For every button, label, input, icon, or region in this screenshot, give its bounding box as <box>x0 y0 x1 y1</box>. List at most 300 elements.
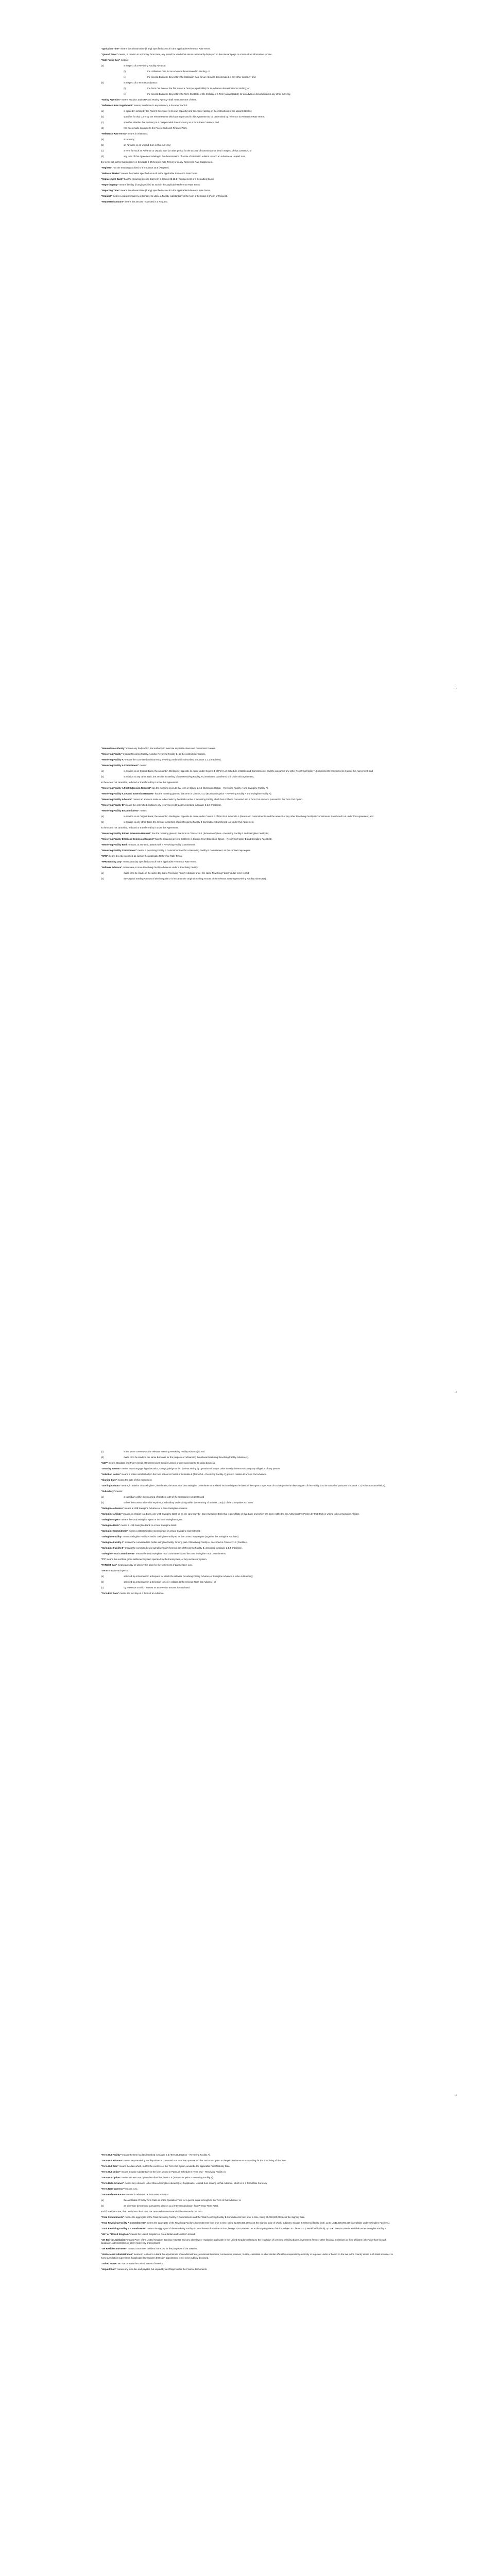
list-text: a subsidiary within the meaning of Section 1159 of the Companies Act 2006; and <box>124 1496 204 1498</box>
list-text: a Term for such an Advance or Unpaid Sum (or other period for the accrual of commission or fees in respect of that currency); or <box>124 149 252 152</box>
defined-term: “Reference Rate Supplement” <box>101 104 133 107</box>
definition-paragraph <box>101 1524 397 1527</box>
list-item <box>101 64 397 67</box>
definition-paragraph <box>101 2216 397 2219</box>
definition-text: means, in relation to a Bank, any US$ Swingline Bank or, as the case may be, Euro Swingline Bank that is an Affiliate of that Bank and which has been notified to the Administrative Parties by that Bank in writing to be a Swingline Affiliate. <box>123 1513 360 1515</box>
definition-text: means a request made by a Borrower to utilise a Facility, substantially in the form of Schedule 3 (Form of Request). <box>112 195 228 197</box>
list-item <box>101 1450 397 1453</box>
list-item <box>101 149 397 152</box>
defined-term: “Revolving Facility A Commitment” <box>101 764 139 767</box>
defined-term: “Revolving Facility A Second Extension Request” <box>101 792 155 795</box>
definition-text: and if, in either case, that rate is less than zero, the Term Reference Rate shall be deemed to be zero. <box>101 2210 203 2213</box>
definition-text: means the term out option described in Clause 2.5 (Term Out Option – Revolving Facility A). <box>121 2176 214 2179</box>
definition-text: means the US$ Swingline Agent or the Euro Swingline Agent. <box>121 1518 183 1521</box>
definition-text: means, in relation to a Swingline Commitment, the amount of that Swingline Commitment translated into Sterling on the basis of the Agent’s Spot Rate of Exchange on the date any part of the Facility is to be cancelled pursuant to Clause 7.1 (Voluntary cancellation). <box>121 1484 386 1487</box>
definition-paragraph <box>101 832 397 835</box>
list-label: (a) <box>101 2199 104 2201</box>
definition-text: means in relation to: <box>127 132 148 135</box>
defined-term: “RFR Banking Day” <box>101 860 123 863</box>
list-item <box>101 1575 397 1578</box>
defined-term: “Unpaid Sum” <box>101 2267 117 2270</box>
definition-paragraph <box>101 1592 397 1595</box>
definition-text: means Standard and Poor’s Credit Market Services Europe Limited or any successor to its rating business. <box>108 1462 216 1464</box>
definition-text: means the committed US Dollar swingline facility, forming part of Revolving Facility A, described in Clause 2.1.2 (Facilities). <box>124 1541 248 1544</box>
page-body <box>101 747 397 883</box>
definition-text: means any body which has authority to exercise any Write-down and Conversion Powers. <box>125 747 216 750</box>
definition-paragraph <box>101 2159 397 2162</box>
definition-paragraph <box>101 1467 397 1470</box>
list-item <box>101 110 397 113</box>
definition-text: means: <box>114 1490 123 1493</box>
list-label: (a) <box>101 1496 104 1498</box>
definition-paragraph <box>101 2176 397 2179</box>
list-text: specifies whether that currency is a Compounded Rate Currency or a Term Rate Currency; and <box>124 121 219 124</box>
definition-text: means Swingline Facility A and/or Swingline Facility B, as the context may require (together the Swingline Facilities). <box>122 1535 239 1538</box>
list-text: the Term Out Date or the first day of a Term (as applicable) for an Advance denominated in Sterling; or <box>147 87 250 90</box>
definition-paragraph <box>101 104 397 107</box>
definition-text: has the meaning given to that term in Clause 2.6.2 (Extension Option – Revolving Facility B and Swingline Facility B). <box>154 838 272 840</box>
defined-term: “Request” <box>101 195 112 197</box>
definition-text: to the extent not cancelled, reduced or transferred by it under this Agreement. <box>101 826 179 829</box>
defined-term: “Swingline Affiliate” <box>101 1513 123 1515</box>
definition-paragraph <box>101 787 397 790</box>
definition-text: means the United States of America. <box>126 2262 164 2265</box>
defined-term: “S&P” <box>101 1462 108 1464</box>
defined-term: “Security Interest” <box>101 1467 121 1470</box>
list-label: (b) <box>101 1581 104 1583</box>
definition-text: means the rate specified as such in the applicable Reference Rate Terms. <box>108 855 183 857</box>
list-label: (b) <box>101 144 104 146</box>
defined-term: “Relevant Market” <box>101 172 121 175</box>
defined-term: “Term Out Option” <box>101 2176 121 2179</box>
list-label: (i) <box>124 87 126 90</box>
definition-paragraph <box>101 866 397 869</box>
continuation-paragraph <box>101 161 397 164</box>
definition-paragraph <box>101 1479 397 1482</box>
definition-text: means: <box>139 809 147 812</box>
defined-term: “Requested Amount” <box>101 200 124 203</box>
defined-term: “Revolving Facility A First Extension Request” <box>101 787 151 789</box>
definition-paragraph <box>101 2154 397 2157</box>
definition-paragraph <box>101 792 397 795</box>
definition-text: means the date of this Agreement. <box>117 1479 152 1481</box>
definition-paragraph <box>101 838 397 841</box>
definition-paragraph <box>101 132 397 135</box>
list-label: (ii) <box>124 76 126 78</box>
definition-text: means any mortgage, hypothecation, charge, pledge or lien (unless arising by operation of law) or other security interest securing any obligation of any person. <box>121 1467 281 1470</box>
list-item <box>101 1456 397 1459</box>
list-text: the Utilisation Date for an Advance denominated in Sterling; or <box>147 70 210 73</box>
defined-term: “Revolving Facility Commitment” <box>101 849 137 852</box>
definition-text: means a Revolving Facility A Commitment and/or a Revolving Facility B Commitment, as the context may require. <box>136 849 251 852</box>
list-label: (b) <box>101 81 104 84</box>
definition-paragraph <box>101 2222 397 2225</box>
defined-term: “UK Bail-in Legislation” <box>101 2239 127 2241</box>
definition-paragraph <box>101 1484 397 1487</box>
definition-paragraph <box>101 1507 397 1510</box>
definition-text: to the extent not cancelled, reduced or transferred by it under this Agreement. <box>101 781 179 784</box>
definition-paragraph <box>101 2182 397 2185</box>
defined-term: “Total Revolving Facility B Commitments” <box>101 2227 146 2230</box>
list-item <box>101 770 397 773</box>
continuation-paragraph <box>101 826 397 829</box>
defined-term: “Undisclosed Administration” <box>101 2253 133 2256</box>
list-label: (c) <box>101 149 104 152</box>
defined-term: “Revolving Facility B First Extension Request” <box>101 832 151 835</box>
definition-paragraph <box>101 2227 397 2230</box>
defined-term: “Term Rate Advance” <box>101 2182 124 2184</box>
list-text: is agreed in writing by the Parent, the Agent (in its own capacity) and the Agent (acting on the instructions of the Majority Banks); <box>124 110 252 112</box>
definition-paragraph <box>101 178 397 181</box>
list-item <box>101 155 397 158</box>
list-text: selected by a Borrower in a Selection Notice in relation to the relevant Term Out Advance; or <box>124 1581 216 1583</box>
definition-text: means: <box>120 59 128 61</box>
defined-term: “United States” or “US” <box>101 2262 127 2265</box>
list-text: has been made available to the Parent and each Finance Party. <box>124 127 187 129</box>
list-text: the second Business Day before the Utilisation Date for an Advance denominated in any other currency; and <box>147 76 256 78</box>
list-text: made or to be made to the same Borrower for the purpose of refinancing the relevant maturing Revolving Facility Advance(s). <box>124 1456 249 1459</box>
page-number: 18 <box>454 1391 457 1393</box>
definition-text: means Part I of the United Kingdom Banking Act 2009 and any other law or regulation applicable in the United Kingdom relating to the resolution of unsound or failing banks, investment firms or other financial institutions or their affiliates (otherwise than through liquidation, administration or other insolvency proceedings). <box>101 2239 387 2245</box>
list-text: specifies for that currency the relevant terms which are expressed in this Agreement to be determined by reference to Reference Rate Terms; <box>124 115 265 118</box>
definition-text: has the meaning given to that term in Clause 25.12.1 (Replacement of a Defaulting Bank). <box>123 178 214 180</box>
list-item <box>101 775 397 778</box>
page-body <box>101 2154 397 2274</box>
sub-list-item <box>124 76 397 79</box>
list-label: (d) <box>101 1456 104 1459</box>
definition-text: means any Advance (other than a Swingline Advance) or, if applicable, Unpaid Sum relating to that Advance, which is in a Term Rate Currency. <box>124 2182 268 2184</box>
definition-paragraph <box>101 860 397 863</box>
defined-term: “Subsidiary” <box>101 1490 115 1493</box>
defined-term: “Signing Date” <box>101 1479 117 1481</box>
defined-term: “Swingline Bank” <box>101 1524 120 1527</box>
definition-text: means the aggregate of the Revolving Facility B Commitments from time to time, being £2,500,000,000 as at the Signing Date of which, subject to Clause 2.2 (Overall facility limit), up to €1,000,000,000 is available under Swingline Facility B. <box>146 2227 387 2230</box>
list-item <box>101 138 397 141</box>
list-text: an Advance or an Unpaid Sum in that currency; <box>124 144 172 146</box>
definition-text: means one or more Revolving Facility Advances under a Revolving Facility: <box>122 866 198 869</box>
page-number: 17 <box>454 687 457 690</box>
defined-term: “Swingline Facility A” <box>101 1541 125 1544</box>
definition-paragraph <box>101 2233 397 2236</box>
page-body <box>101 47 397 206</box>
list-label: (i) <box>124 70 126 73</box>
list-item <box>101 115 397 118</box>
document-page <box>0 1406 497 2110</box>
list-item <box>101 1501 397 1504</box>
defined-term: “Total Revolving Facility A Commitments” <box>101 2222 146 2224</box>
definition-text: means Revolving Facility A and/or Revolving Facility B, as the context may require. <box>122 753 206 755</box>
definition-paragraph <box>101 1541 397 1544</box>
definition-paragraph <box>101 849 397 852</box>
defined-term: “Term Out Facility” <box>101 2154 122 2156</box>
defined-term: “Swingline Total Commitments” <box>101 1552 135 1555</box>
definition-paragraph <box>101 804 397 807</box>
defined-term: “Rate Fixing Day” <box>101 59 121 61</box>
definition-text: means a US$ Swingline Advance or a Euro Swingline Advance. <box>124 1507 188 1510</box>
definition-paragraph <box>101 1530 397 1533</box>
definition-text: means, in relation to any currency, a document which: <box>133 104 188 107</box>
list-label: (a) <box>101 138 104 141</box>
defined-term: “UK Resident Borrower” <box>101 2247 128 2250</box>
definition-paragraph <box>101 2247 397 2250</box>
list-text: in relation to any other Bank, the amount in Sterling of any Revolving Facility A Commitment transferred to it under this Agreement, <box>124 775 254 778</box>
list-text: in relation to an Original Bank, the amount in Sterling set opposite its name under Column 3 of Part B of Schedule 1 (Banks and Commitments) and the amount of any other Revolving Facility B Commitments transferred to it under this Agreement; and <box>124 815 373 818</box>
definition-text: means a US$ Swingline Commitment or a Euro Swingline Commitment. <box>128 1530 201 1532</box>
definition-text: means the committed euro swingline facility forming part of Revolving Facility B, described in Clause 2.1.4 (Facilities). <box>124 1547 243 1549</box>
definition-text: has the meaning ascribed to it in Clause 25.8 (Register). <box>112 166 169 169</box>
page-number: 19 <box>454 2094 457 2096</box>
definition-paragraph <box>101 809 397 812</box>
list-item <box>101 2199 397 2202</box>
defined-term: “Replacement Bank” <box>101 178 124 180</box>
list-label: (b) <box>101 1501 104 1504</box>
definition-paragraph <box>101 1569 397 1572</box>
definition-paragraph <box>101 1535 397 1538</box>
definition-paragraph <box>101 1513 397 1516</box>
list-label: (ii) <box>124 93 126 95</box>
defined-term: “RFR” <box>101 855 108 857</box>
definition-text: has the meaning given to that term in Clause 2.4.2 (Extension Option – Revolving Facility A and Swingline Facility A). <box>154 792 272 795</box>
definition-paragraph <box>101 855 397 858</box>
definition-paragraph <box>101 47 397 50</box>
list-item <box>101 127 397 130</box>
definition-text: means the US$ Swingline Total Commitments and the Euro Swingline Total Commitments. <box>135 1552 227 1555</box>
definition-paragraph <box>101 1518 397 1521</box>
document-page <box>0 703 497 1406</box>
defined-term: “Term Out Date” <box>101 2165 119 2167</box>
defined-term: “Swingline Facility B” <box>101 1547 125 1549</box>
definition-paragraph <box>101 189 397 192</box>
defined-term: “Swingline Agent” <box>101 1518 121 1521</box>
definition-text: means a notice substantially in the form set out in Part B of Schedule 8 (Term Out – Revolving Facility A) given in relation to a Term Out Advance. <box>121 1473 267 1476</box>
definition-text: means the committed multicurrency revolving credit facility described in Clause 2.1.1 (Facilities). <box>124 758 221 761</box>
list-label: (a) <box>101 110 104 112</box>
page-body <box>101 1450 397 1598</box>
list-item <box>101 872 397 875</box>
definition-text: means the aggregate of the Revolving Facility A Commitments from time to time, being £2,500,000,000 as at the Signing Date of which, subject to Clause 2.2 (Overall facility limit), up to US$2,500,000,000 is available under Swingline Facility A). <box>146 2222 390 2224</box>
defined-term: “Term Rate Currency” <box>101 2188 125 2190</box>
defined-term: “Selection Notice” <box>101 1473 121 1476</box>
definition-text: means the real time gross settlement system operated by the Eurosystem, or any successor system. <box>106 1558 207 1561</box>
defined-term: “Reference Rate Terms” <box>101 132 127 135</box>
definition-text: means the aggregate of the Total Revolving Facility A Commitments and the Total Revolving Facility B Commitments from time to time, being £5,000,000,000 as at the Signing Date. <box>124 2216 305 2218</box>
definition-text: means the relevant time (if any) specified as such in the applicable Reference Rate Terms. <box>119 189 211 192</box>
definition-text: means the committed multicurrency revolving credit facility described in Clause 2.1.3 (Facilities). <box>125 804 222 806</box>
definition-text: means a US$ Swingline Bank or a Euro Swingline Bank. <box>119 1524 177 1527</box>
definition-paragraph <box>101 764 397 767</box>
defined-term: “Revolving Facility” <box>101 753 123 755</box>
defined-term: “Swingline Facility” <box>101 1535 123 1538</box>
definition-paragraph <box>101 747 397 750</box>
list-item <box>101 877 397 880</box>
definition-text: means in relation to a Bank the appointment of an administrator, provisional liquidator, conservator, receiver, trustee, custodian or other similar official by a supervisory authority or regulator under or based on the law in the country where such Bank is subject to home jurisdiction supervision if applicable law requires that such appointment is not to be publicly disclosed. <box>101 2253 393 2259</box>
defined-term: “Resolution Authority” <box>101 747 126 750</box>
list-label: (d) <box>101 127 104 129</box>
list-text: any term of this Agreement relating to the determination of a rate of interest in relation to such an Advance or Unpaid Sum, <box>124 155 246 158</box>
defined-term: “Rollover Advance” <box>101 866 123 869</box>
list-label: (d) <box>101 155 104 158</box>
list-label: (a) <box>101 1575 104 1578</box>
definition-text: means each period: <box>108 1569 129 1572</box>
definition-text: means Moody’s and S&P and “Rating Agency” shall mean any one of them. <box>121 98 197 101</box>
list-label: (c) <box>101 1450 104 1453</box>
definition-paragraph <box>101 2268 397 2271</box>
defined-term: “Register” <box>101 166 112 169</box>
defined-term: “Revolving Facility B” <box>101 804 125 806</box>
list-text: as otherwise determined pursuant to Clause 11.1 (Interest calculation if no Primary Term Rate), <box>124 2205 219 2207</box>
list-text: in respect of a Term Out Advance: <box>124 81 158 84</box>
list-text: by reference to which interest on an overdue amount is calculated. <box>124 1586 191 1589</box>
definition-paragraph <box>101 843 397 846</box>
definition-paragraph <box>101 753 397 756</box>
definition-paragraph <box>101 2239 397 2245</box>
definition-text: means in relation to a Term Rate Advance: <box>126 2193 169 2196</box>
definition-paragraph <box>101 183 397 187</box>
defined-term: “TARGET Day” <box>101 1564 117 1566</box>
defined-term: “Term End Date” <box>101 1592 119 1595</box>
list-text: the applicable Primary Term Rate as of the Quotation Time for a period equal in length to the Term of that Advance; or <box>124 2199 242 2201</box>
defined-term: “Sterling Amount” <box>101 1484 121 1487</box>
definition-paragraph <box>101 2188 397 2191</box>
list-label: (a) <box>101 770 104 772</box>
definition-paragraph <box>101 2193 397 2196</box>
defined-term: “Revolving Facility B Second Extension Request” <box>101 838 155 840</box>
list-label: (b) <box>101 821 104 823</box>
definition-paragraph <box>101 1473 397 1476</box>
definition-text: means the term facility described in Clause 2.5 (Term Out Option – Revolving Facility A). <box>121 2154 211 2156</box>
definition-text: means a Borrower resident in the UK for the purposes of UK taxation. <box>127 2247 198 2250</box>
list-text: in relation to an Original Bank, the amount in Sterling set opposite its name under Column 1 of Part A of Schedule 1 (Banks and Commitments) and the amount of any other Revolving Facility A Commitments transferred to it under this Agreement; and <box>124 770 373 772</box>
list-label: (c) <box>101 1586 104 1589</box>
list-label: (c) <box>101 121 104 124</box>
definition-text: means the day (if any) specified as such in the applicable Reference Rate Terms. <box>118 183 201 186</box>
defined-term: “Revolving Facility A” <box>101 758 125 761</box>
list-item <box>101 81 397 84</box>
definition-text: means, at any time, a Bank with a Revolving Facility Commitment. <box>128 843 196 846</box>
definition-text: means the last day of a Term of an Advance. <box>119 1592 164 1595</box>
definition-paragraph <box>101 59 397 62</box>
definition-text: means the United Kingdom of Great Britain and Northern Ireland. <box>129 2233 196 2235</box>
definition-paragraph <box>101 1547 397 1550</box>
defined-term: “UK” or “United Kingdom” <box>101 2233 130 2235</box>
definition-paragraph <box>101 1490 397 1493</box>
defined-term: “Quoted Tenor” <box>101 53 118 56</box>
defined-term: “Revolving Facility Advance” <box>101 798 133 801</box>
definition-paragraph <box>101 53 397 56</box>
list-item <box>101 815 397 818</box>
definition-text: means any Revolving Facility Advance converted to a term loan pursuant to the Term Out Option or the principal amount outstanding for the time being of that loan. <box>123 2159 287 2162</box>
sub-list-item <box>124 87 397 90</box>
document-page <box>0 2110 497 2576</box>
definition-paragraph <box>101 2171 397 2174</box>
definition-text: means the amount requested in a Request. <box>124 200 168 203</box>
definition-paragraph <box>101 195 397 198</box>
defined-term: “Swingline Commitment” <box>101 1530 128 1532</box>
definition-text: means any sum due and payable but unpaid by an Obligor under the Finance Documents. <box>116 2267 208 2270</box>
list-item <box>101 121 397 124</box>
defined-term: “Swingline Advance” <box>101 1507 124 1510</box>
definition-paragraph <box>101 1564 397 1567</box>
list-label: (b) <box>101 2205 104 2207</box>
definition-paragraph <box>101 1552 397 1555</box>
list-label: (b) <box>101 877 104 880</box>
list-text: in relation to any other Bank, the amount in Sterling of any Revolving Facility B Commitment transferred to it under this Agreement, <box>124 821 254 823</box>
definition-text: means euro. <box>125 2188 138 2190</box>
list-text: in the same currency as the relevant maturing Revolving Facility Advance(s); and <box>124 1450 205 1453</box>
defined-term: “Revolving Facility B Commitment” <box>101 809 140 812</box>
defined-term: “Term Out Advance” <box>101 2159 123 2162</box>
definition-paragraph <box>101 2262 397 2265</box>
definition-text: means the market specified as such in the applicable Reference Rate Terms. <box>121 172 198 175</box>
list-text: selected by a Borrower in a Request for which the relevant Revolving Facility Advance or Swingline Advance is to be outstanding; <box>124 1575 253 1578</box>
definition-paragraph <box>101 758 397 761</box>
list-label: (b) <box>101 775 104 778</box>
list-label: (a) <box>101 64 104 67</box>
list-item <box>101 144 397 147</box>
defined-term: “Term Reference Rate” <box>101 2193 126 2196</box>
definition-paragraph <box>101 172 397 175</box>
list-item <box>101 1586 397 1589</box>
defined-term: “T2” <box>101 1558 106 1561</box>
list-label: (b) <box>101 115 104 118</box>
definition-paragraph <box>101 798 397 801</box>
definition-paragraph <box>101 1558 397 1561</box>
definition-text: means the relevant time (if any) specified as such in the applicable Reference Rate Terms. <box>119 47 211 50</box>
defined-term: “Term Out Notice” <box>101 2171 121 2173</box>
definition-text: has the meaning given to that term in Clause 2.4.1 (Extension Option – Revolving Facility A and Swingline Facility A). <box>151 787 269 789</box>
definition-text: means a notice substantially in the form set out in Part A of Schedule 8 (Term Out – Revolving Facility A). <box>121 2171 226 2173</box>
definition-text: has the meaning given to that term in Clause 2.6.1 (Extension Option – Revolving Facility B and Swingline Facility B). <box>151 832 269 835</box>
defined-term: “Quotation Time” <box>101 47 120 50</box>
definition-text: means an advance made or to be made by the Banks under a Revolving Facility which has not been converted into a Term Out Advance pursuant to the Term Out Option. <box>132 798 303 801</box>
list-text: unless the context otherwise requires, a subsidiary undertaking within the meaning of Section 1162(2) of the Companies Act 2006. <box>124 1501 254 1504</box>
sub-list-item <box>124 70 397 73</box>
list-text: a currency; <box>124 138 135 141</box>
list-text: made or to be made on the same day that a Revolving Facility Advance under the same Revolving Facility is due to be repaid; <box>124 872 250 874</box>
defined-term: “Revolving Facility Bank” <box>101 843 129 846</box>
list-text: in respect of a Revolving Facility Advance: <box>124 64 166 67</box>
definition-text: means any day on which T2 is open for the settlement of payments in euro. <box>117 1564 193 1566</box>
defined-term: “Rating Agencies” <box>101 98 121 101</box>
definition-paragraph <box>101 200 397 204</box>
defined-term: “Reporting Time” <box>101 189 120 192</box>
definition-paragraph <box>101 166 397 170</box>
sub-list-item <box>124 93 397 96</box>
definition-text: means: <box>139 764 147 767</box>
defined-term: “Reporting Day” <box>101 183 119 186</box>
definition-text: means any day specified as such in the applicable Reference Rate Terms. <box>122 860 197 863</box>
list-item <box>101 2205 397 2208</box>
definition-paragraph <box>101 2253 397 2260</box>
list-item <box>101 1581 397 1584</box>
continuation-paragraph <box>101 781 397 784</box>
list-text: the second Business Day before the Term Out Date or the first day of a Term (as applicable) for an Advance denominated in any other currency. <box>147 93 291 95</box>
document-page <box>0 0 497 703</box>
definition-paragraph <box>101 1462 397 1465</box>
defined-term: “Term” <box>101 1569 109 1572</box>
list-label: (a) <box>101 872 104 874</box>
list-label: (a) <box>101 815 104 818</box>
list-item <box>101 1496 397 1499</box>
definition-paragraph <box>101 98 397 101</box>
list-item <box>101 821 397 824</box>
defined-term: “Total Commitments” <box>101 2216 125 2218</box>
list-text: the Original Sterling Amount of which equals or is less than the Original Sterling Amount of the relevant maturing Revolving Facility Advance(s); <box>124 877 267 880</box>
definition-paragraph <box>101 2165 397 2168</box>
definition-text: means, in relation to a Primary Term Rate, any period for which that rate is customarily displayed on the relevant page or screen of an information service. <box>117 53 272 56</box>
continuation-paragraph <box>101 2210 397 2213</box>
definition-text: means the date which, but for the exercise of the Term Out Option, would be the applicable Final Maturity Date. <box>118 2165 231 2167</box>
